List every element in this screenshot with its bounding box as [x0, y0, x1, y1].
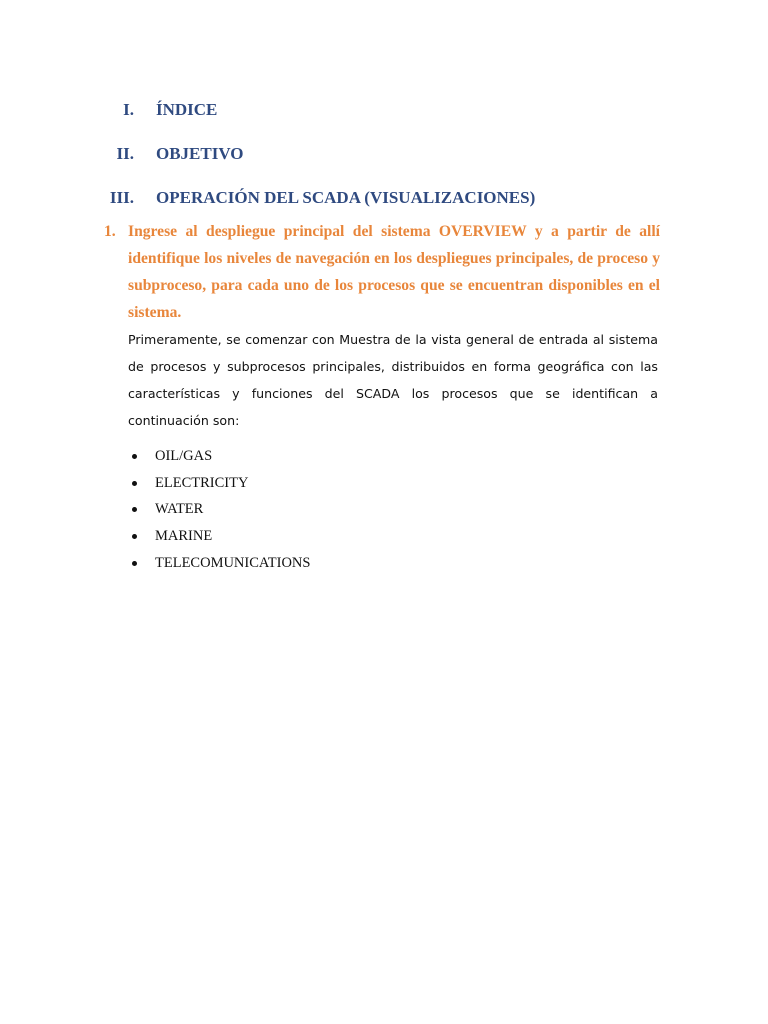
bullet-icon — [132, 507, 137, 512]
heading-number: I. — [123, 100, 134, 119]
step-item — [100, 218, 660, 326]
bullet-icon — [132, 534, 137, 539]
heading-number: III. — [109, 188, 134, 207]
list-item — [128, 443, 310, 470]
list-item-label: WATER — [155, 501, 204, 518]
body-paragraph: Primeramente, se comenzar con Muestra de la vista general de entrada al sistema de procesos y subprocesos principales, distribuidos en forma geográfica con las características y funciones del SCADA los procesos que se identifican a continuación son: — [128, 332, 658, 428]
bullet-icon — [132, 481, 137, 486]
list-item — [128, 523, 310, 550]
list-item — [128, 470, 310, 497]
list-item-label: MARINE — [155, 528, 213, 545]
heading-text: ÍNDICE — [156, 100, 218, 119]
heading-indice — [0, 100, 768, 122]
list-item-label: OIL/GAS — [155, 448, 213, 464]
bullet-icon — [132, 561, 137, 566]
process-list — [128, 443, 310, 576]
heading-text: OBJETIVO — [156, 144, 244, 163]
heading-operacion-scada — [0, 188, 768, 210]
bullet-icon — [132, 454, 137, 459]
list-item-label: TELECOMUNICATIONS — [155, 554, 311, 571]
step-number: 1. — [104, 223, 116, 240]
list-item-label: ELECTRICITY — [155, 474, 249, 491]
heading-text: OPERACIÓN DEL SCADA (VISUALIZACIONES) — [156, 188, 536, 207]
step-text: Ingrese al despliegue principal del sistema OVERVIEW y a partir de allí identifique los niveles de navegación en los despliegues principales, de proceso y subproceso, para cada uno de los procesos que se encuentran disponibles en el sistema. — [128, 223, 660, 321]
heading-objetivo — [0, 144, 768, 166]
list-item — [128, 496, 310, 523]
heading-number: II. — [116, 144, 134, 163]
list-item — [128, 550, 310, 577]
